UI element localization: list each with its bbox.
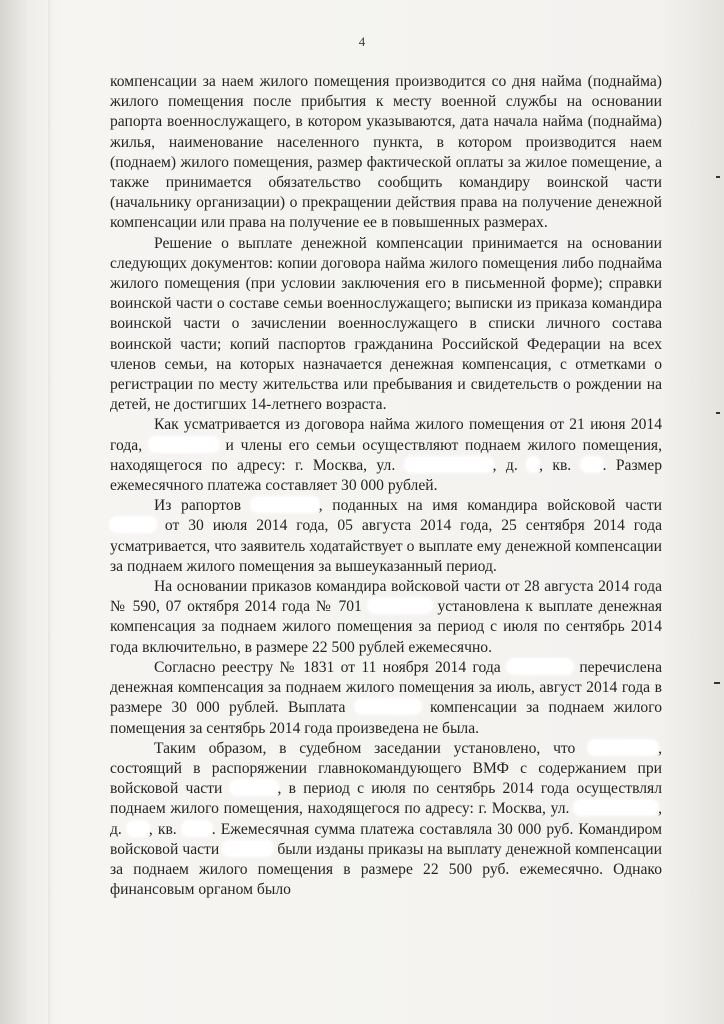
redaction	[588, 740, 658, 755]
scan-speck	[714, 682, 720, 684]
paragraph: Таким образом, в судебном заседании установлено, что , состоящий в распоряжении главнокомандующего ВМФ с содержанием при войсковой части , в период с июля по сентябрь 2014 года осуществлял поднаем жилого помещения, находящегося по адресу: г. Москва, ул. , д. , кв. . Ежемесячная сумма платежа составляла 30 000 руб. Командиром войсковой части были изданы приказы на выплату денежной компенсации за поднаем жилого помещения в размере 22 500 руб. ежемесячно. Однако финансовым органом было	[110, 739, 662, 899]
paragraph: компенсации за наем жилого помещения производится со дня найма (поднайма) жилого помещения после прибытия к месту военной службы на основании рапорта военнослужащего, в котором указываются, дата начала найма (поднайма) жилья, наименование населенного пункта, в котором производится наем (поднаем) жилого помещения, размер фактической оплаты за жилое помещение, а также принимается обязательство сообщить командиру воинской части (начальнику организации) о прекращении действия права на получение денежной компенсации или права на получение ее в повышенных размерах.	[110, 73, 662, 232]
redaction	[149, 437, 219, 452]
body-text	[110, 72, 662, 900]
paragraph: Как усматривается из договора найма жилого помещения от 21 июня 2014 года, и члены его семьи осуществляют поднаем жилого помещения, находящегося по адресу: г. Москва, ул. , д. , кв. . Размер ежемесячного платежа составляет 30 000 рублей.	[110, 416, 662, 495]
redaction	[110, 517, 156, 532]
redaction	[581, 457, 603, 472]
paragraph: На основании приказов командира войсковой части от 28 августа 2014 года № 590, 07 октября 2014 года № 701 установлена к выплате денежная компенсация за поднаем жилого помещения за период с июля по сентябрь 2014 года включительно, в размере 22 500 рублей ежемесячно.	[110, 578, 663, 656]
redaction	[223, 841, 273, 856]
redaction	[574, 800, 658, 815]
redaction	[127, 821, 149, 836]
page-number: 4	[358, 34, 366, 49]
redaction	[527, 457, 539, 472]
redaction	[405, 457, 493, 472]
redaction	[182, 821, 212, 836]
paragraph: Согласно реестру № 1831 от 11 ноября 2014 года перечислена денежная компенсация за поднаем жилого помещения за июль, август 2014 года в размере 30 000 рублей. Выплата компенсации за поднаем жилого помещения за сентябрь 2014 года произведена не была.	[110, 658, 662, 737]
redaction	[507, 659, 573, 674]
redaction	[230, 780, 278, 795]
scan-speck	[716, 412, 720, 414]
redaction	[355, 699, 421, 714]
paragraph: Решение о выплате денежной компенсации принимается на основании следующих документов: копии договора найма жилого помещения либо поднайма жилого помещения (при условии заключения его в письменной форме); справки воинской части о составе семьи военнослужащего; выписки из приказа командира воинской части о зачислении военнослужащего в списки личного состава воинской части; копий паспортов гражданина Российской Федерации на всех членов семьи, на которых назначается денежная компенсация, с отметками о регистрации по месту жительства или пребывания и свидетельств о рождении на детей, не достигших 14-летнего возраста.	[110, 234, 662, 414]
scan-fold-shadow	[48, 0, 52, 1024]
redaction	[251, 497, 319, 512]
redaction	[368, 598, 432, 613]
paragraph: Из рапортов , поданных на имя командира войсковой части от 30 июля 2014 года, 05 августа 2014 года, 25 сентября 2014 года усматривается, что заявитель ходатайствует о выплате ему денежной компенсации за поднаем жилого помещения за вышеуказанный период.	[110, 497, 663, 575]
scan-speck	[716, 176, 720, 178]
